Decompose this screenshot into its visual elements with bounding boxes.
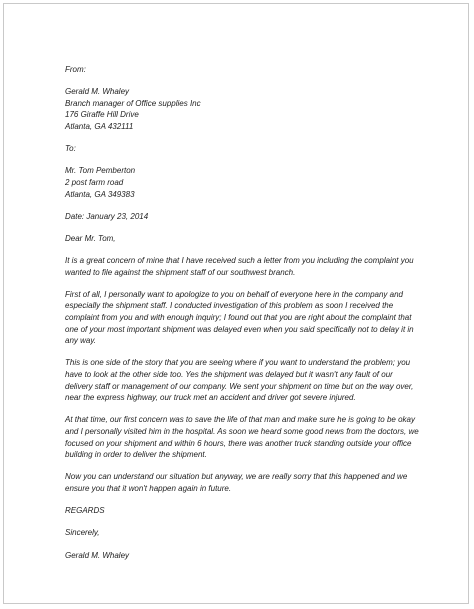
recipient-block [65, 143, 421, 200]
letter-date [65, 211, 421, 223]
paragraph [65, 255, 421, 278]
sender-address: 176 Giraffe Hill Drive [65, 110, 139, 120]
sender-title: Branch manager of Office supplies Inc [65, 98, 201, 108]
letter-page [3, 3, 469, 604]
signature [65, 550, 421, 562]
paragraph-text: First of all, I personally want to apologize to you on behalf of everyone here in the company and especially the shipment staff. I conducted investigation of this problem as soon I received the complaint from you and with enough inquiry; I found out that you are right about the complaint that one of your most important shipment was delayed even when you said specifically not to delay it in any way. [65, 289, 414, 346]
date-text: Date: January 23, 2014 [65, 211, 149, 221]
paragraph-text: This is one side of the story that you are seeing where if you want to understand the problem; you have to look at the other side too. Yes the shipment was delayed but it wasn't any fault of our delivery staff or management of our company. We sent your shipment on time but on the way over, near the express highway, our truck met an accident and driver got severe injured. [65, 358, 414, 403]
regards [65, 505, 421, 517]
paragraph [65, 289, 421, 347]
paragraph [65, 471, 421, 494]
salutation [65, 233, 421, 245]
regards-text: REGARDS [65, 506, 105, 516]
recipient-city: Atlanta, GA 349383 [65, 189, 135, 199]
salutation-text: Dear Mr. Tom, [65, 233, 116, 243]
sender-name: Gerald M. Whaley [65, 87, 130, 97]
signature-name: Gerald M. Whaley [65, 550, 130, 560]
paragraph [65, 414, 421, 460]
sender-block [65, 64, 421, 133]
to-label: To: [65, 144, 76, 154]
paragraph-text: It is a great concern of mine that I have received such a letter from you including the complaint you wanted to file against the shipment staff of our southwest branch. [65, 256, 414, 277]
paragraph [65, 357, 421, 403]
letter-body [65, 64, 421, 572]
recipient-name: Mr. Tom Pemberton [65, 166, 136, 176]
closing [65, 527, 421, 539]
sender-city: Atlanta, GA 432111 [65, 121, 134, 131]
closing-text: Sincerely, [65, 528, 100, 538]
paragraph-text: At that time, our first concern was to save the life of that man and make sure he is going to be okay and I personally visited him in the hospital. As soon we heard some good news from the doctors, we focused on your shipment and within 6 hours, there was another truck standing outside your office building in order to deliver the shipment. [65, 415, 419, 460]
recipient-address: 2 post farm road [65, 177, 124, 187]
from-label: From: [65, 65, 86, 74]
paragraph-text: Now you can understand our situation but anyway, we are really sorry that this happened and we ensure you that it won't happen again in future. [65, 472, 408, 493]
